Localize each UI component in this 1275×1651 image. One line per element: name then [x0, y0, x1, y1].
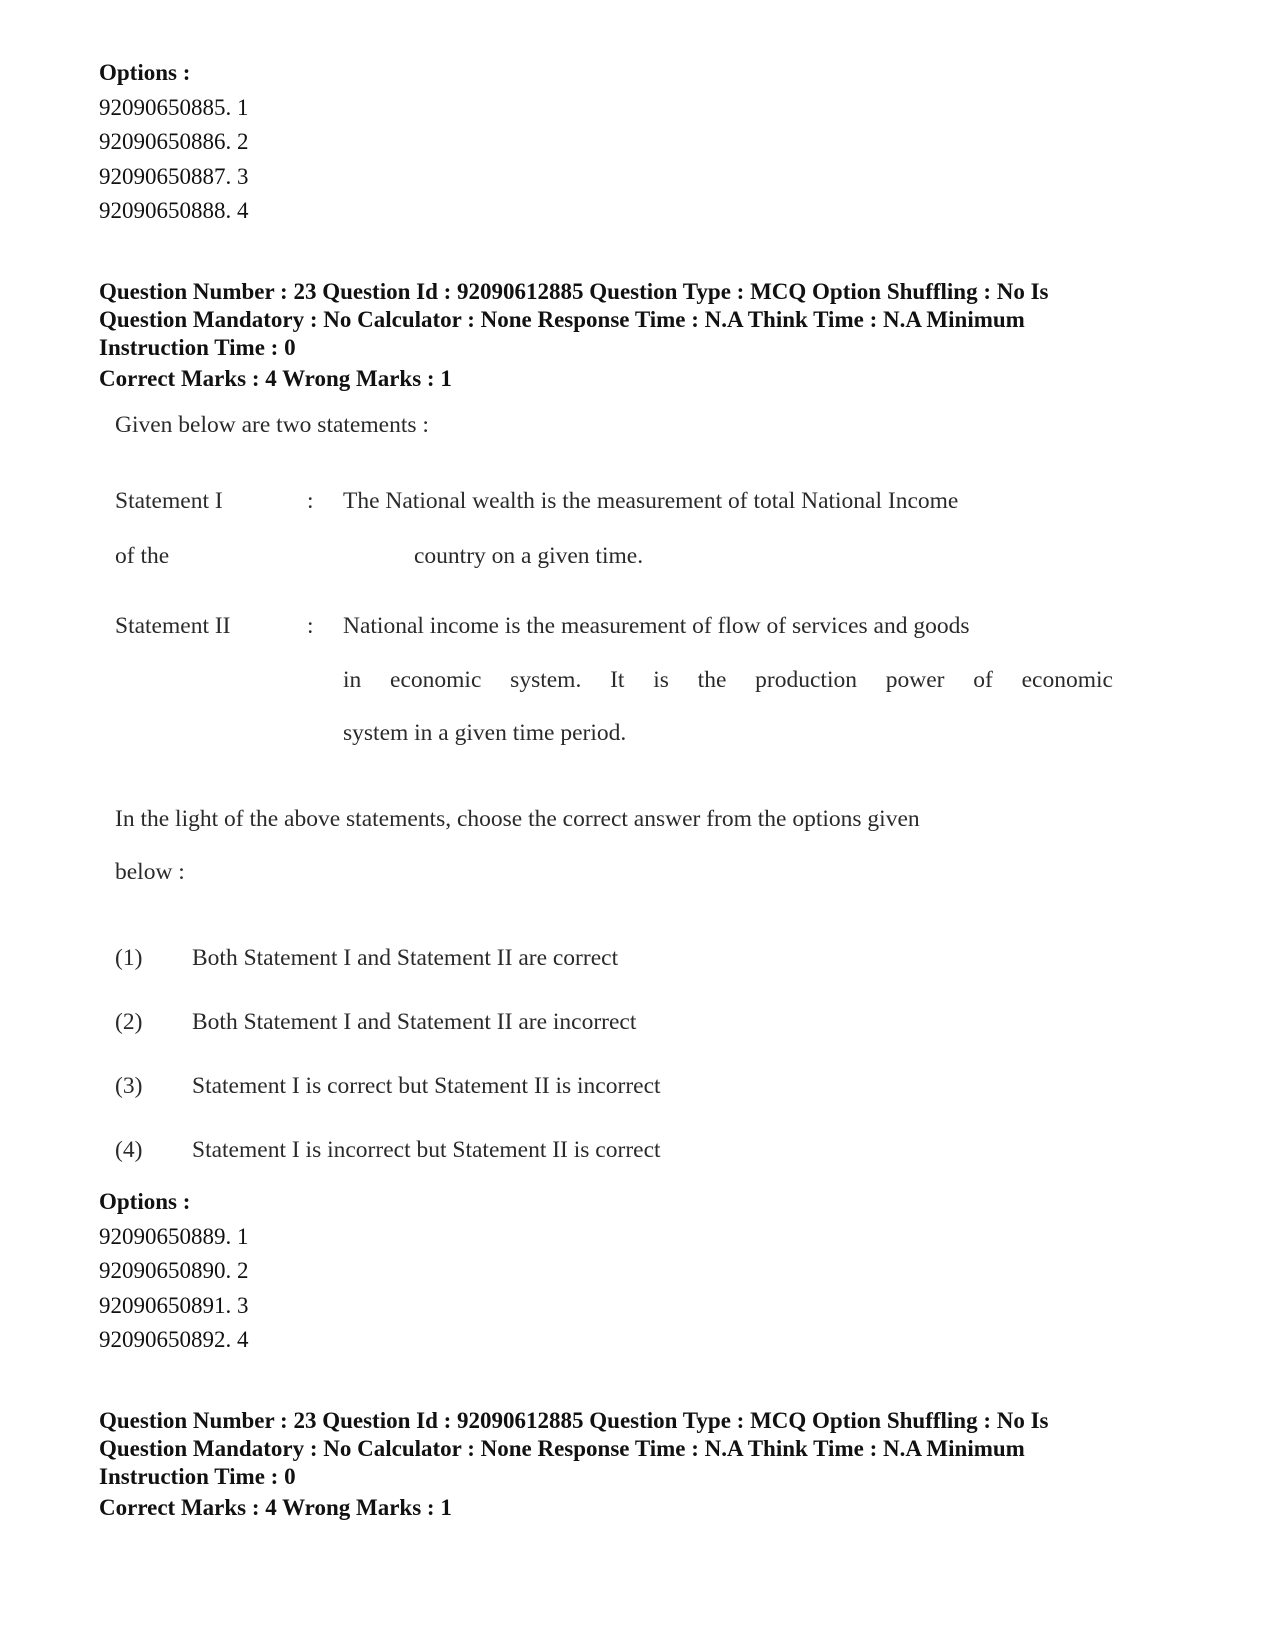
statement-2-word: power — [885, 667, 945, 693]
statement-2-line-1: National income is the measurement of flow of services and goods — [343, 613, 970, 639]
instruction-line-2: below : — [115, 859, 185, 885]
statement-1-label: Statement I — [115, 488, 223, 514]
statement-1-line-1: The National wealth is the measurement of total National Income — [343, 488, 959, 514]
question-meta-line-3: Instruction Time : 0 — [99, 335, 296, 360]
choice-2-number: (2) — [115, 1009, 143, 1035]
statement-2-colon: : — [307, 613, 314, 639]
options-heading-top: Options : — [99, 60, 191, 85]
choice-3-number: (3) — [115, 1073, 143, 1099]
statement-1-colon: : — [307, 488, 314, 514]
option-item-bottom-2: 92090650890. 2 — [99, 1258, 249, 1283]
question-meta-line-1: Question Number : 23 Question Id : 92090612885 Question Type : MCQ Option Shuffling : No Is — [99, 279, 1049, 304]
next-question-meta-line-3: Instruction Time : 0 — [99, 1464, 296, 1489]
next-question-marks: Correct Marks : 4 Wrong Marks : 1 — [99, 1495, 452, 1520]
choice-3-text: Statement I is correct but Statement II is incorrect — [192, 1073, 661, 1099]
statement-2-line-3: system in a given time period. — [343, 720, 627, 746]
next-question-meta — [99, 1407, 1179, 1491]
statement-1-line-2: country on a given time. — [414, 543, 644, 569]
statement-2-word: the — [697, 667, 727, 693]
statement-2-word: It — [610, 667, 625, 693]
option-item-bottom-1: 92090650889. 1 — [99, 1224, 249, 1249]
next-question-meta-line-2: Question Mandatory : No Calculator : None Response Time : N.A Think Time : N.A Minimum — [99, 1436, 1025, 1461]
choice-1-number: (1) — [115, 945, 143, 971]
statement-2-word: of — [973, 667, 993, 693]
option-item-bottom-4: 92090650892. 4 — [99, 1327, 249, 1352]
option-item-top-4: 92090650888. 4 — [99, 198, 249, 223]
choice-2-text: Both Statement I and Statement II are incorrect — [192, 1009, 637, 1035]
question-meta — [99, 278, 1179, 362]
statement-2-label: Statement II — [115, 613, 231, 639]
option-item-top-1: 92090650885. 1 — [99, 95, 249, 120]
options-heading-bottom: Options : — [99, 1189, 191, 1214]
instruction-line-1: In the light of the above statements, choose the correct answer from the options given — [115, 806, 920, 832]
statement-1-wrap-label: of the — [115, 543, 170, 569]
statement-2-word: in — [343, 667, 362, 693]
option-item-top-3: 92090650887. 3 — [99, 164, 249, 189]
choice-1-text: Both Statement I and Statement II are correct — [192, 945, 619, 971]
question-marks: Correct Marks : 4 Wrong Marks : 1 — [99, 366, 452, 391]
option-item-top-2: 92090650886. 2 — [99, 129, 249, 154]
choice-4-number: (4) — [115, 1137, 143, 1163]
choice-4-text: Statement I is incorrect but Statement II is correct — [192, 1137, 661, 1163]
statement-2-line-2 — [343, 667, 1113, 694]
option-item-bottom-3: 92090650891. 3 — [99, 1293, 249, 1318]
statement-2-word: system. — [510, 667, 582, 693]
question-intro: Given below are two statements : — [115, 412, 429, 438]
next-question-meta-line-1: Question Number : 23 Question Id : 92090612885 Question Type : MCQ Option Shuffling : No Is — [99, 1408, 1049, 1433]
question-meta-line-2: Question Mandatory : No Calculator : None Response Time : N.A Think Time : N.A Minimum — [99, 307, 1025, 332]
statement-2-word: economic — [1021, 667, 1113, 693]
statement-2-word: economic — [390, 667, 482, 693]
statement-2-word: production — [755, 667, 857, 693]
statement-2-word: is — [653, 667, 669, 693]
